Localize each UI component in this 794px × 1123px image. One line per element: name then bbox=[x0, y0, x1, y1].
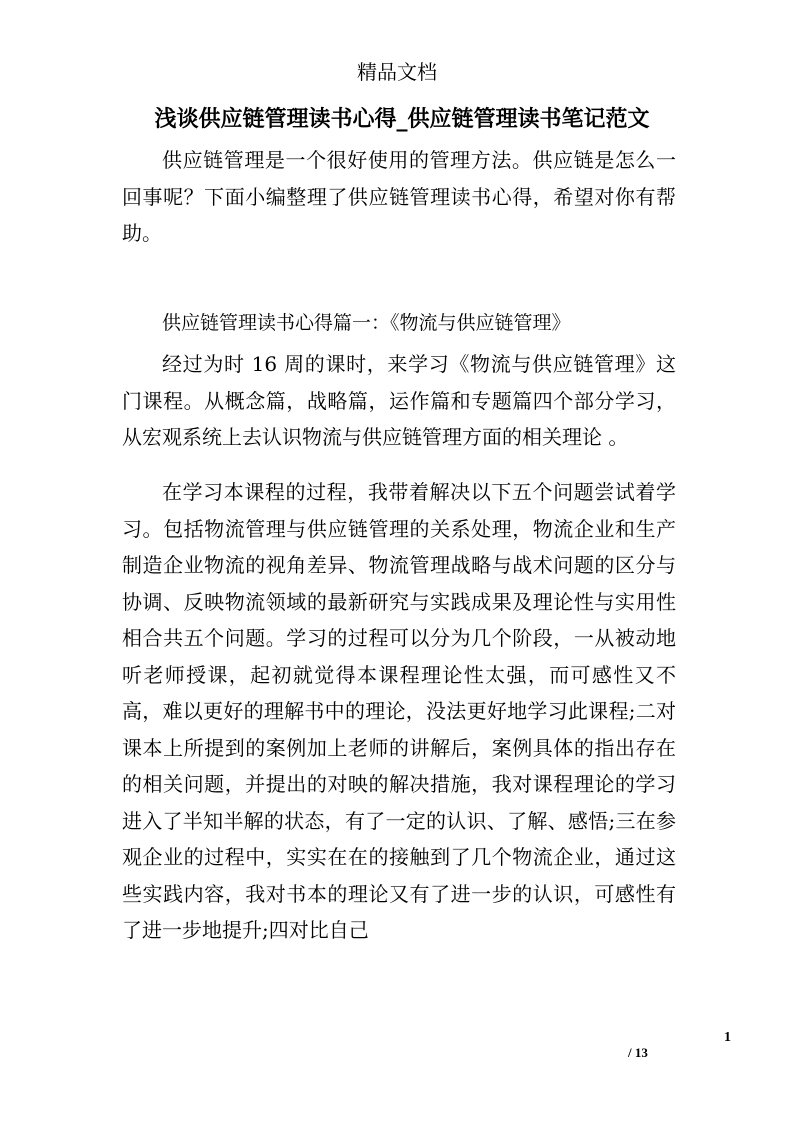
body-paragraph: 在学习本课程的过程，我带着解决以下五个问题尝试着学习。包括物流管理与供应链管理的关系处理，物流企业和生产制造企业物流的视角差异、物流管理战略与战术问题的区分与协调、反映物流领域的最新研究与实践成果及理论性与实用性相合共五个问题。学习的过程可以分为几个阶段，一从被动地听老师授课，起初就觉得本课程理论性太强，而可感性又不高，难以更好的理解书中的理论，没法更好地学习此课程;二对课本上所提到的案例加上老师的讲解后，案例具体的指出存在的相关问题，并提出的对映的解决措施，我对课程理论的学习进入了半知半解的状态，有了一定的认识、了解、感悟;三在参观企业的过程中，实实在在的接触到了几个物流企业，通过这些实践内容，我对书本的理论又有了进一步的认识，可感性有了进一步地提升;四对比自己 bbox=[122, 480, 676, 942]
page-total: / 13 bbox=[628, 1045, 648, 1060]
document-header-label: 精品文档 bbox=[357, 60, 437, 84]
intro-paragraph: 供应链管理是一个很好使用的管理方法。供应链是怎么一回事呢？下面小编整理了供应链管理读书心得，希望对你有帮助。 bbox=[122, 148, 676, 245]
page-number: 1 bbox=[724, 1030, 731, 1045]
section-subheading: 供应链管理读书心得篇一：《物流与供应链管理》 bbox=[162, 312, 571, 334]
body-paragraph: 经过为时 16 周的课时，来学习《物流与供应链管理》这门课程。从概念篇，战略篇，运作篇和专题篇四个部分学习，从宏观系统上去认识物流与供应链管理方面的相关理论 。 bbox=[122, 352, 676, 449]
document-title: 浅谈供应链管理读书心得_供应链管理读书笔记范文 bbox=[154, 106, 650, 132]
